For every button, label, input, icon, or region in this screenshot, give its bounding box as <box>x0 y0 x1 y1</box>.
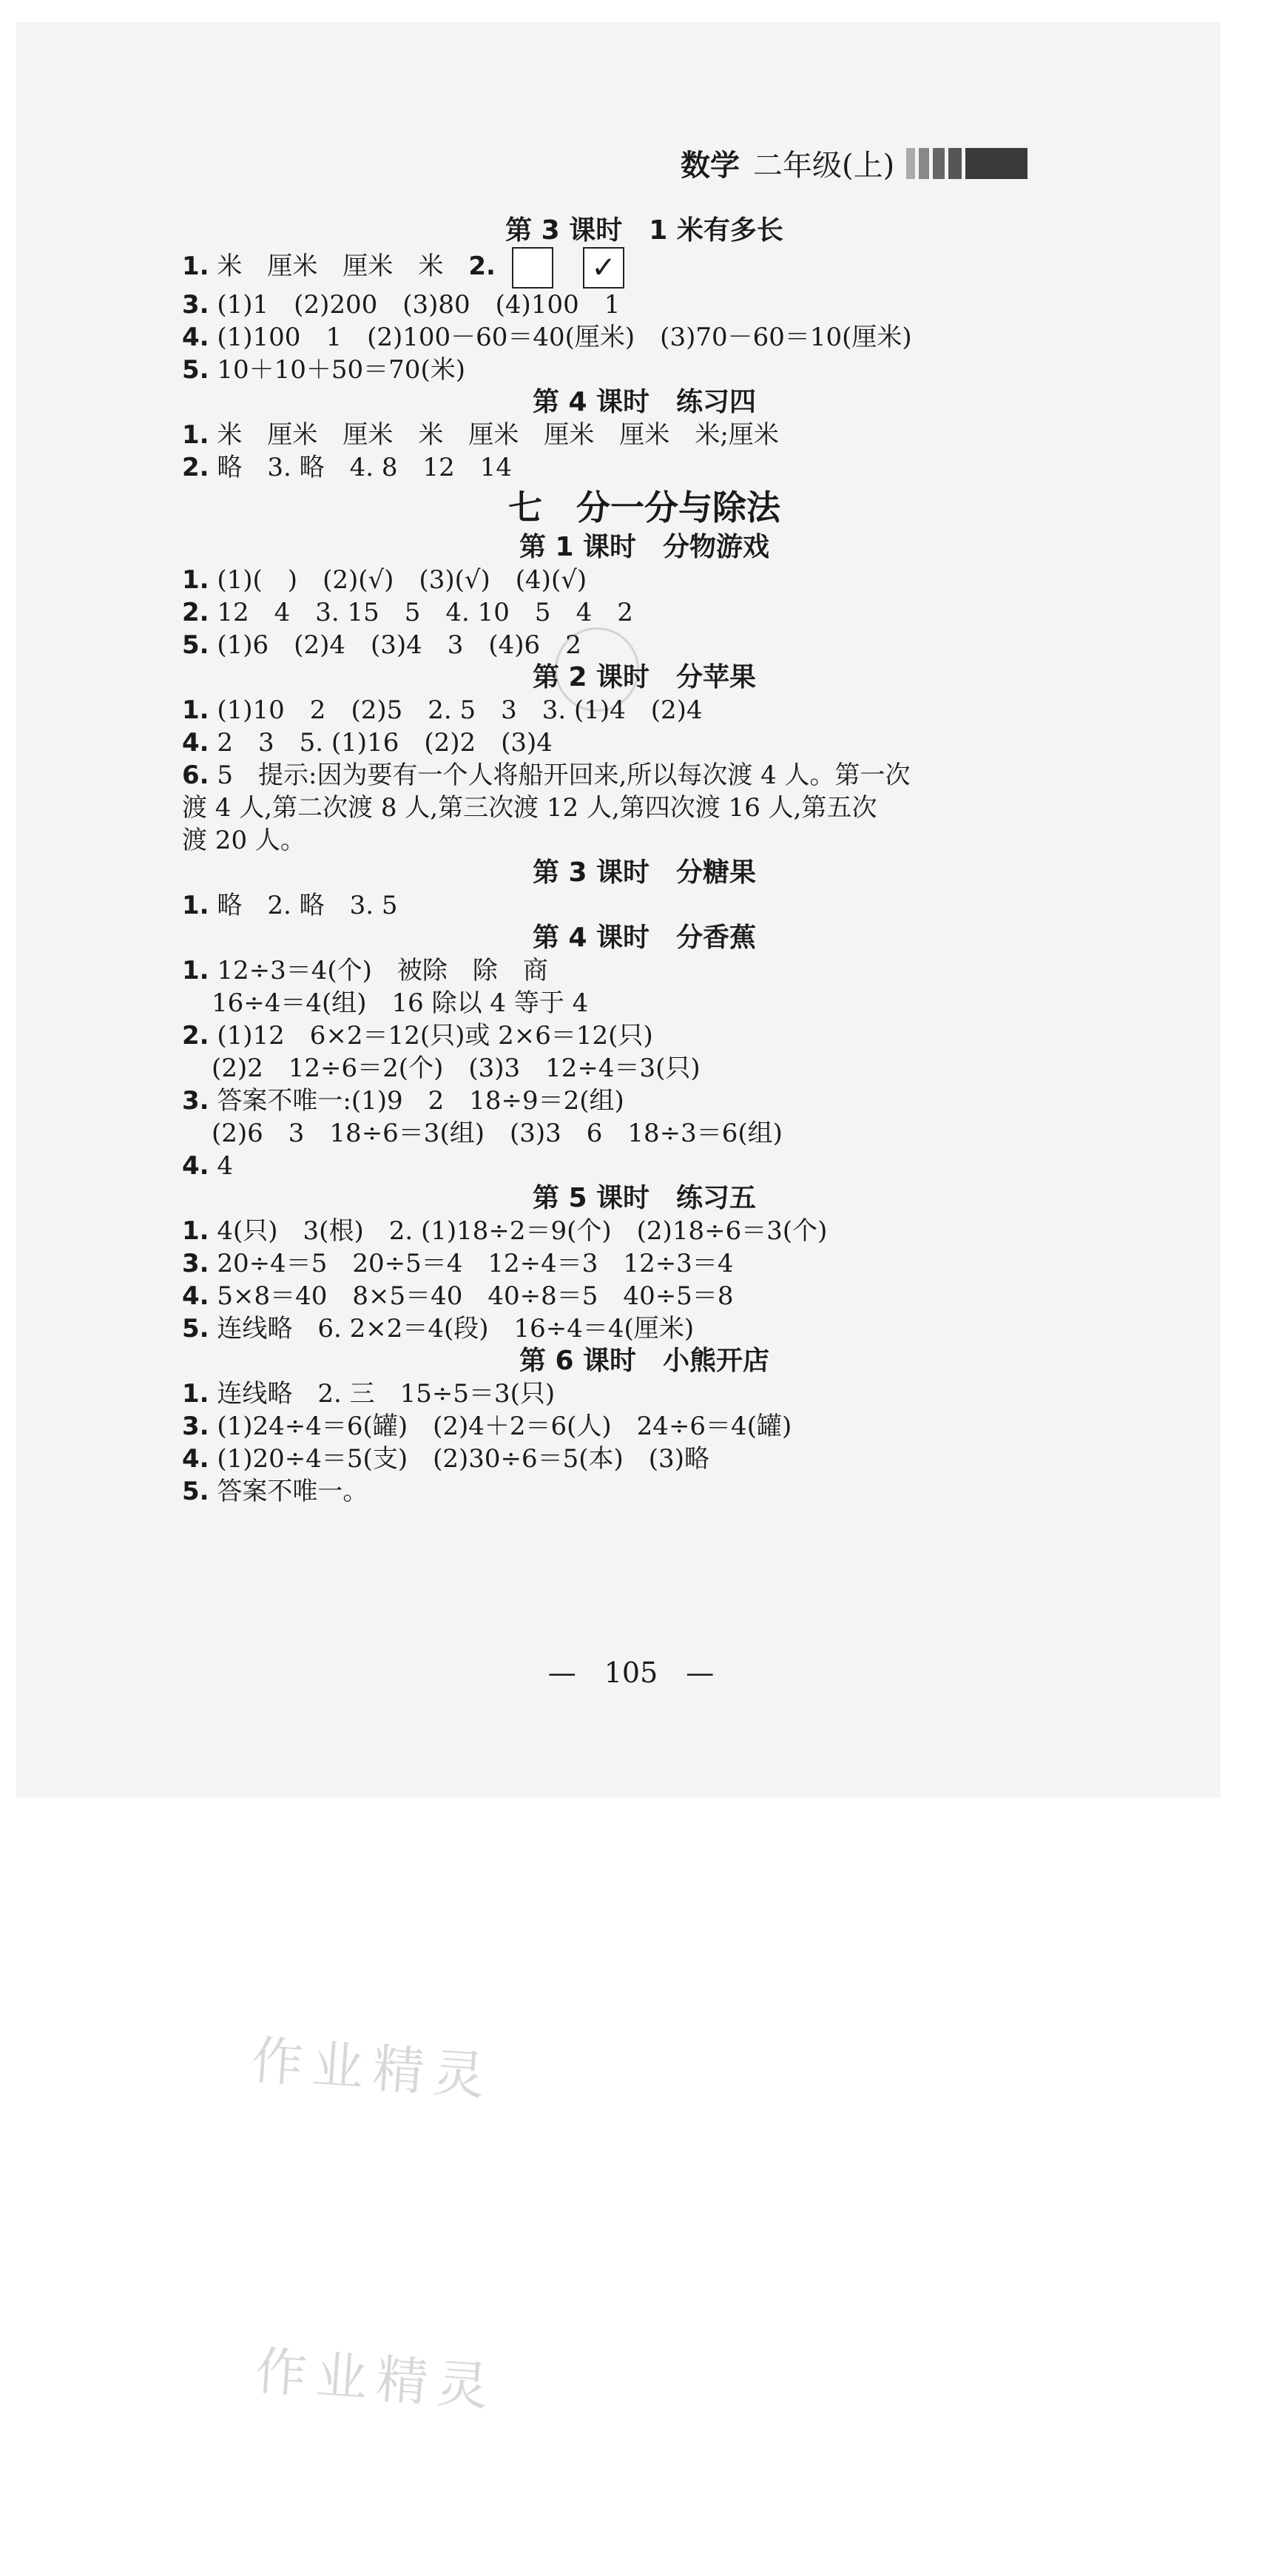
answer-text: 答案不唯一。 <box>209 1477 368 1506</box>
answer-text: 12÷3＝4(个) 被除 除 商 <box>209 956 548 985</box>
item-number: 1. <box>182 695 209 725</box>
item-number: 1. <box>182 565 209 595</box>
answer-line <box>182 889 1107 922</box>
item-number: 4. <box>182 1151 209 1181</box>
answer-text: (1)100 1 (2)100－60＝40(厘米) (3)70－60＝10(厘米) <box>209 323 912 352</box>
answer-line <box>182 1150 1107 1182</box>
item-number: 5. <box>182 1477 209 1506</box>
watermark: 作业精灵 <box>253 2340 500 2418</box>
header-grade: 二年级(上) <box>753 149 895 183</box>
answer-content <box>182 215 1107 1508</box>
item-number: 4. <box>182 1444 209 1474</box>
answer-line <box>182 759 1107 792</box>
answer-continuation: 渡 20 人。 <box>182 826 306 855</box>
page-number: — 105 — <box>547 1656 715 1689</box>
answer-line <box>182 1443 1107 1475</box>
item-number: 1. <box>182 1379 209 1409</box>
answer-text: (1)24÷4＝6(罐) (2)4＋2＝6(人) 24÷6＝4(罐) <box>209 1412 792 1441</box>
item-number: 1. <box>182 1216 209 1246</box>
answer-line <box>182 354 1107 386</box>
item-number: 5. <box>182 1314 209 1343</box>
page-header <box>681 142 1031 184</box>
answer-box-empty <box>512 247 553 289</box>
chapter-title: 七 分一分与除法 <box>508 488 780 527</box>
item-number: 2. <box>182 598 209 627</box>
answer-text: (1)( ) (2)(√) (3)(√) (4)(√) <box>209 565 587 595</box>
answer-box-checked: ✓ <box>583 247 624 289</box>
answer-line <box>182 596 1107 629</box>
answer-subline: 16÷4＝4(组) 16 除以 4 等于 4 <box>212 988 589 1018</box>
answer-text: 连线略 6. 2×2＝4(段) 16÷4＝4(厘米) <box>209 1314 695 1343</box>
answer-line <box>182 1475 1107 1508</box>
item-number: 3. <box>182 1412 209 1441</box>
answer-text: 4 <box>209 1151 234 1181</box>
item-number: 5. <box>182 355 209 385</box>
section-title: 第 4 课时 练习四 <box>532 387 757 417</box>
item-number: 1. <box>182 956 209 985</box>
answer-text: 5 提示:因为要有一个人将船开回来,所以每次渡 4 人。第一次 <box>209 761 911 790</box>
answer-line <box>182 1247 1107 1280</box>
answer-line <box>182 1280 1107 1312</box>
answer-text: 略 2. 略 3. 5 <box>209 891 398 920</box>
answer-text: (1)10 2 (2)5 2. 5 3 3. (1)4 (2)4 <box>209 695 703 725</box>
answer-line <box>182 954 1107 987</box>
answer-line <box>182 1378 1107 1410</box>
answer-line <box>182 694 1107 726</box>
answer-text: 12 4 3. 15 5 4. 10 5 4 2 <box>209 598 633 627</box>
section-title: 第 3 课时 1 米有多长 <box>505 215 783 246</box>
answer-line <box>182 726 1107 759</box>
answer-line <box>182 1312 1107 1345</box>
answer-text: 5×8＝40 8×5＝40 40÷8＝5 40÷5＝8 <box>209 1281 734 1311</box>
item-number: 4. <box>182 1281 209 1311</box>
answer-line <box>182 564 1107 596</box>
item-number: 6. <box>182 761 209 790</box>
answer-line <box>182 1410 1107 1443</box>
answer-line <box>182 1019 1107 1052</box>
answer-line <box>182 451 1107 484</box>
answer-line <box>182 289 1107 321</box>
item-number: 3. <box>182 1249 209 1278</box>
answer-text: 答案不唯一:(1)9 2 18÷9＝2(组) <box>209 1086 624 1116</box>
answer-line <box>182 321 1107 354</box>
answer-text: 略 3. 略 4. 8 12 14 <box>209 453 513 482</box>
item-number: 2. <box>468 252 496 281</box>
header-subject: 数学 <box>681 149 740 183</box>
section-title: 第 1 课时 分物游戏 <box>519 532 770 562</box>
answer-subline: (2)2 12÷6＝2(个) (3)3 12÷4＝3(只) <box>212 1053 701 1083</box>
item-number: 1. <box>182 420 209 450</box>
item-number: 1. <box>182 891 209 920</box>
answer-text: 2 3 5. (1)16 (2)2 (3)4 <box>209 728 553 758</box>
item-number: 2. <box>182 453 209 482</box>
answer-continuation: 渡 4 人,第二次渡 8 人,第三次渡 12 人,第四次渡 16 人,第五次 <box>182 793 877 823</box>
item-number: 5. <box>182 630 209 660</box>
answer-text: 米 厘米 厘米 米 <box>209 252 469 281</box>
section-title: 第 5 课时 练习五 <box>532 1183 757 1213</box>
answer-line <box>182 1085 1107 1117</box>
section-title: 第 2 课时 分苹果 <box>532 662 757 692</box>
answer-text: 米 厘米 厘米 米 厘米 厘米 厘米 米;厘米 <box>209 420 779 450</box>
answer-text: (1)6 (2)4 (3)4 3 (4)6 2 <box>209 630 581 660</box>
watermark: 作业精灵 <box>249 2029 496 2108</box>
answer-line <box>182 419 1107 451</box>
answer-line <box>182 247 1107 289</box>
answer-line <box>182 629 1107 661</box>
item-number: 4. <box>182 323 209 352</box>
section-title: 第 3 课时 分糖果 <box>532 857 757 888</box>
answer-text: 10＋10＋50＝70(米) <box>209 355 465 385</box>
header-decoration-bars <box>906 148 1031 179</box>
answer-text: 4(只) 3(根) 2. (1)18÷2＝9(个) (2)18÷6＝3(个) <box>209 1216 828 1246</box>
section-title: 第 4 课时 分香蕉 <box>532 923 757 953</box>
item-number: 2. <box>182 1021 209 1051</box>
section-title: 第 6 课时 小熊开店 <box>519 1346 770 1376</box>
item-number: 3. <box>182 1086 209 1116</box>
answer-text: 20÷4＝5 20÷5＝4 12÷4＝3 12÷3＝4 <box>209 1249 734 1278</box>
item-number: 3. <box>182 290 209 320</box>
item-number: 4. <box>182 728 209 758</box>
answer-text: 连线略 2. 三 15÷5＝3(只) <box>209 1379 556 1409</box>
answer-text: (1)1 (2)200 (3)80 (4)100 1 <box>209 290 621 320</box>
item-number: 1. <box>182 252 209 281</box>
answer-text: (1)12 6×2＝12(只)或 2×6＝12(只) <box>209 1021 653 1051</box>
answer-text: (1)20÷4＝5(支) (2)30÷6＝5(本) (3)略 <box>209 1444 709 1474</box>
answer-line <box>182 1215 1107 1247</box>
answer-subline: (2)6 3 18÷6＝3(组) (3)3 6 18÷3＝6(组) <box>212 1119 783 1148</box>
